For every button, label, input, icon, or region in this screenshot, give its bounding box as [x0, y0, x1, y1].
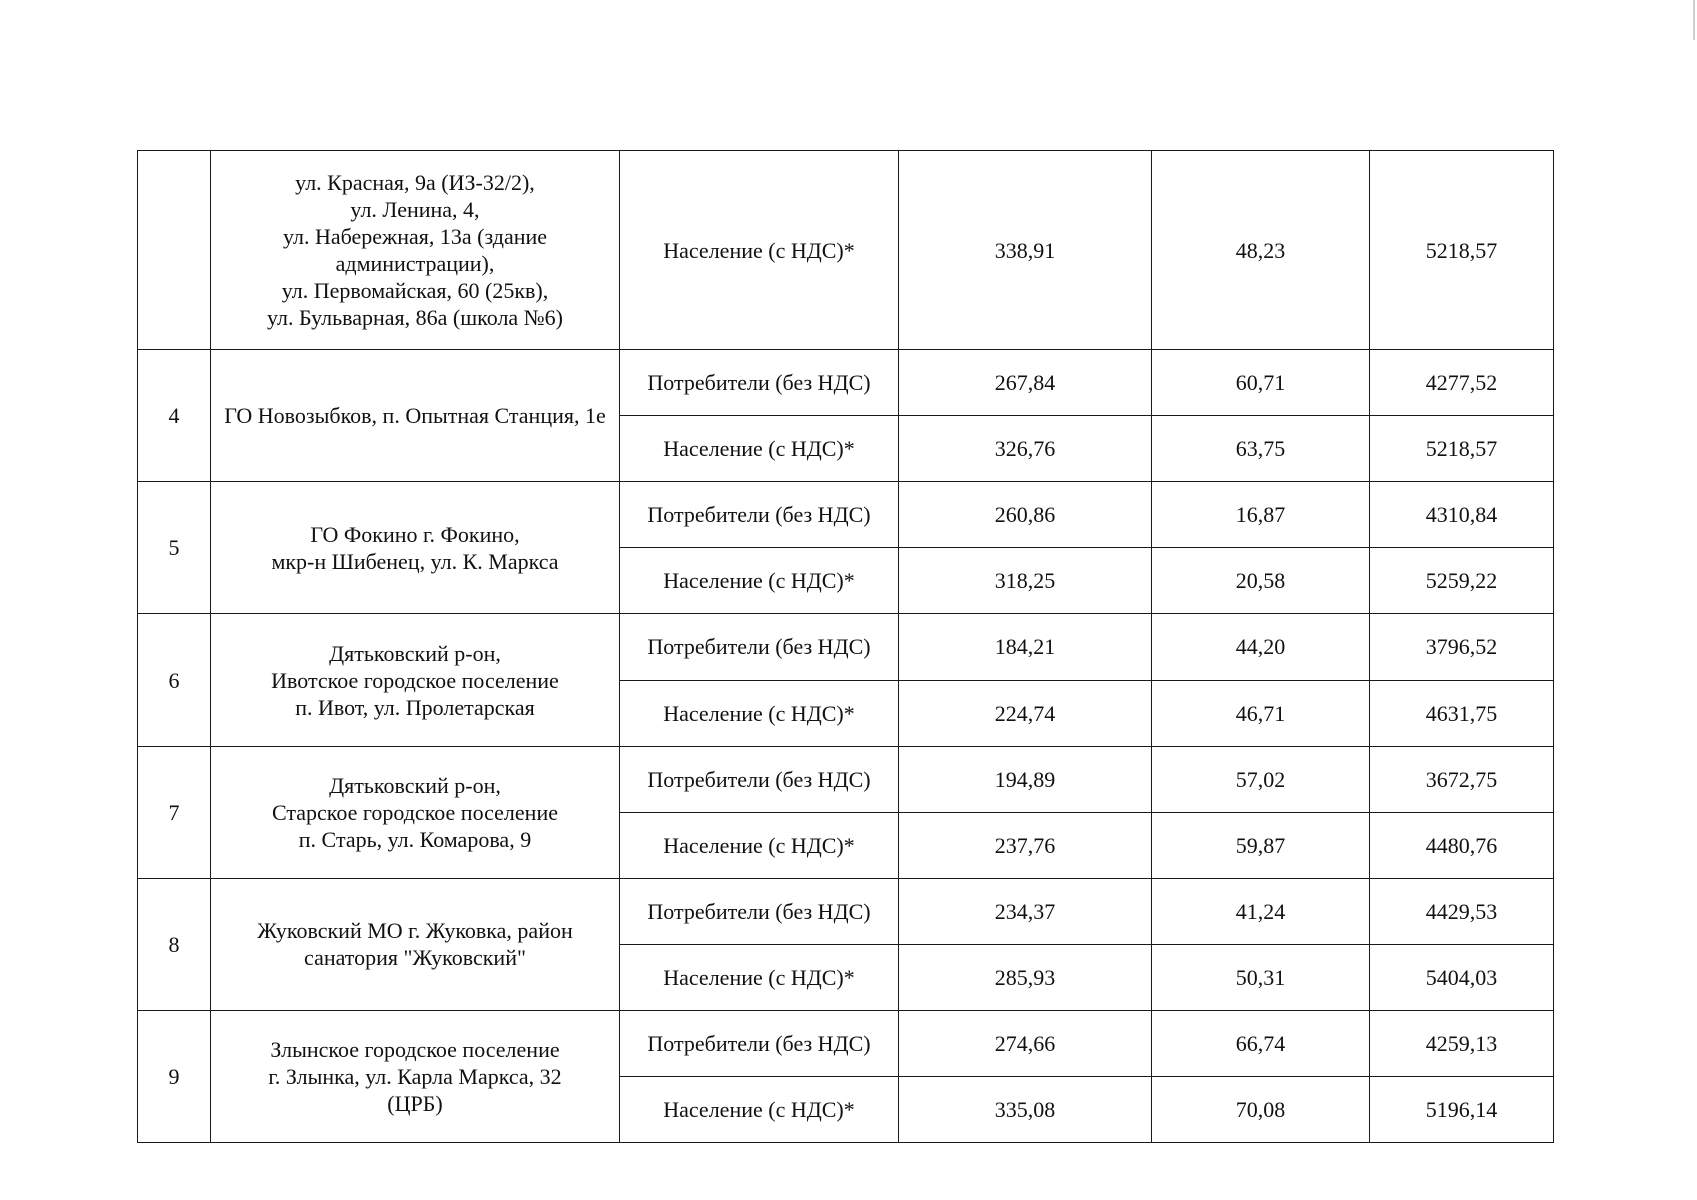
- value-cell-1: 318,25: [899, 548, 1152, 614]
- value-cell-3: 3672,75: [1370, 746, 1554, 812]
- category-cell: Население (с НДС)*: [620, 151, 899, 350]
- address-cell: Злынское городское поселение г. Злынка, ул. Карла Маркса, 32 (ЦРБ): [211, 1010, 620, 1142]
- row-number-cell: 4: [138, 350, 211, 482]
- address-cell: ГО Фокино г. Фокино, мкр-н Шибенец, ул. К. Маркса: [211, 482, 620, 614]
- value-cell-3: 5259,22: [1370, 548, 1554, 614]
- table-row: [138, 151, 1554, 350]
- value-cell-2: 41,24: [1152, 878, 1370, 944]
- category-cell: Население (с НДС)*: [620, 944, 899, 1010]
- value-cell-3: 3796,52: [1370, 614, 1554, 680]
- value-cell-2: 59,87: [1152, 812, 1370, 878]
- value-cell-1: 234,37: [899, 878, 1152, 944]
- value-cell-2: 63,75: [1152, 416, 1370, 482]
- value-cell-2: 20,58: [1152, 548, 1370, 614]
- value-cell-2: 70,08: [1152, 1076, 1370, 1142]
- value-cell-2: 57,02: [1152, 746, 1370, 812]
- value-cell-3: 4259,13: [1370, 1010, 1554, 1076]
- value-cell-1: 285,93: [899, 944, 1152, 1010]
- value-cell-1: 335,08: [899, 1076, 1152, 1142]
- value-cell-1: 194,89: [899, 746, 1152, 812]
- value-cell-3: 4429,53: [1370, 878, 1554, 944]
- value-cell-1: 267,84: [899, 350, 1152, 416]
- value-cell-1: 224,74: [899, 680, 1152, 746]
- category-cell: Население (с НДС)*: [620, 680, 899, 746]
- value-cell-1: 237,76: [899, 812, 1152, 878]
- address-cell: Жуковский МО г. Жуковка, район санатория "Жуковский": [211, 878, 620, 1010]
- tariff-table: [137, 150, 1554, 1143]
- value-cell-2: 50,31: [1152, 944, 1370, 1010]
- row-number-cell: [138, 151, 211, 350]
- address-cell: ул. Красная, 9а (ИЗ-32/2), ул. Ленина, 4, ул. Набережная, 13а (здание администрации), ул. Первомайская, 60 (25кв), ул. Бульварная, 86а (школа №6): [211, 151, 620, 350]
- value-cell-3: 5196,14: [1370, 1076, 1554, 1142]
- value-cell-3: 5218,57: [1370, 416, 1554, 482]
- row-number-cell: 6: [138, 614, 211, 746]
- category-cell: Потребители (без НДС): [620, 614, 899, 680]
- category-cell: Потребители (без НДС): [620, 350, 899, 416]
- value-cell-2: 66,74: [1152, 1010, 1370, 1076]
- value-cell-1: 326,76: [899, 416, 1152, 482]
- value-cell-2: 46,71: [1152, 680, 1370, 746]
- address-cell: Дятьковский р-он, Старское городское поселение п. Старь, ул. Комарова, 9: [211, 746, 620, 878]
- value-cell-2: 60,71: [1152, 350, 1370, 416]
- table-row: [138, 878, 1554, 944]
- row-number-cell: 9: [138, 1010, 211, 1142]
- address-cell: Дятьковский р-он, Ивотское городское поселение п. Ивот, ул. Пролетарская: [211, 614, 620, 746]
- category-cell: Население (с НДС)*: [620, 1076, 899, 1142]
- category-cell: Население (с НДС)*: [620, 812, 899, 878]
- value-cell-1: 274,66: [899, 1010, 1152, 1076]
- category-cell: Потребители (без НДС): [620, 746, 899, 812]
- value-cell-3: 4480,76: [1370, 812, 1554, 878]
- table-row: [138, 350, 1554, 416]
- value-cell-1: 338,91: [899, 151, 1152, 350]
- value-cell-1: 184,21: [899, 614, 1152, 680]
- table-row: [138, 614, 1554, 680]
- category-cell: Население (с НДС)*: [620, 416, 899, 482]
- table-row: [138, 746, 1554, 812]
- row-number-cell: 7: [138, 746, 211, 878]
- address-cell: ГО Новозыбков, п. Опытная Станция, 1е: [211, 350, 620, 482]
- category-cell: Потребители (без НДС): [620, 482, 899, 548]
- value-cell-2: 44,20: [1152, 614, 1370, 680]
- category-cell: Население (с НДС)*: [620, 548, 899, 614]
- value-cell-1: 260,86: [899, 482, 1152, 548]
- value-cell-2: 16,87: [1152, 482, 1370, 548]
- row-number-cell: 5: [138, 482, 211, 614]
- category-cell: Потребители (без НДС): [620, 878, 899, 944]
- value-cell-3: 4631,75: [1370, 680, 1554, 746]
- table-row: [138, 1010, 1554, 1076]
- category-cell: Потребители (без НДС): [620, 1010, 899, 1076]
- value-cell-3: 5404,03: [1370, 944, 1554, 1010]
- value-cell-3: 4310,84: [1370, 482, 1554, 548]
- value-cell-3: 5218,57: [1370, 151, 1554, 350]
- value-cell-3: 4277,52: [1370, 350, 1554, 416]
- table-row: [138, 482, 1554, 548]
- scan-edge-mark: [1693, 0, 1695, 40]
- value-cell-2: 48,23: [1152, 151, 1370, 350]
- row-number-cell: 8: [138, 878, 211, 1010]
